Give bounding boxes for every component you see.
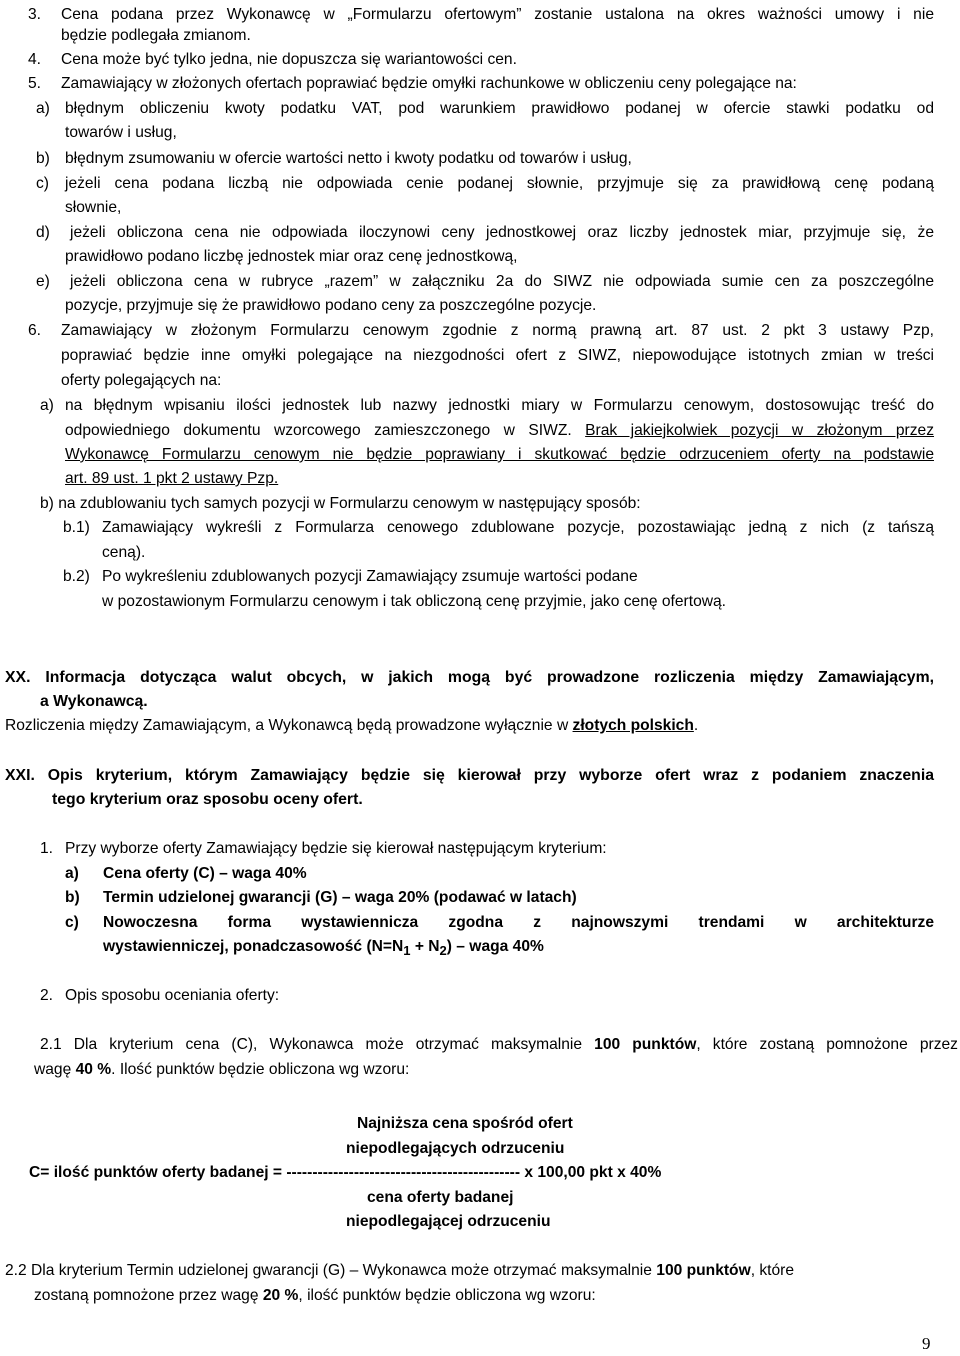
p22-pre: 2.2 Dla kryterium Termin udzielonej gwarancji (G) – Wykonawca może otrzymać maksymalnie <box>5 1262 657 1279</box>
item-6a-underlined-text-2: Wykonawcę Formularzu cenowym nie będzie poprawiany i skutkować będzie odrzuceniem oferty na podstawie <box>65 446 934 463</box>
price-scoring-text-cont <box>34 1060 409 1080</box>
item-5a-letter: a) <box>36 100 50 117</box>
item-6-text-3: oferty polegających na: <box>61 372 222 389</box>
p22-l2-pre: zostaną pomnożone przez wagę <box>34 1287 263 1304</box>
subscript-2: 2 <box>439 943 447 959</box>
price-scoring-text <box>40 1035 958 1055</box>
subscript-1: 1 <box>403 943 411 959</box>
item-6-text: Zamawiający w złożonym Formularzu cenowym zgodnie z normą prawną art. 87 ust. 2 pkt 3 ustawy Pzp, <box>61 322 934 339</box>
p22-l2-post: , ilość punktów będzie obliczona wg wzoru: <box>298 1287 596 1304</box>
section-xx-heading: XX. Informacja dotycząca walut obcych, w jakich mogą być prowadzone rozliczenia między Zamawiającym, <box>5 669 934 686</box>
item-5-number: 5. <box>28 75 42 92</box>
item-6-text-2: poprawiać będzie inne omyłki polegające na niezgodności ofert z SIWZ, niepowodujące istotnych zmian w treści <box>61 347 934 364</box>
item-6a-letter: a) <box>40 397 54 414</box>
p21-l2-pre: wagę <box>34 1061 76 1078</box>
p21-l2-post: . Ilość punktów będzie obliczona wg wzoru: <box>111 1061 410 1078</box>
item-6a-plain-text: odpowiedniego dokumentu wzorcowego zamieszczonego w SIWZ. <box>65 422 586 439</box>
item-6b1-number: b.1) <box>63 519 90 536</box>
p21-post: , które zostaną pomnożone przez <box>696 1036 958 1053</box>
item-5e-letter: e) <box>36 273 50 290</box>
item-3-text: Cena podana przez Wykonawcę w „Formularzu ofertowym” zostanie ustalona na okres ważności umowy i nie <box>61 6 934 23</box>
section-xxi-heading: XXI. Opis kryterium, którym Zamawiający będzie się kierował przy wyborze ofert wraz z podaniem znaczenia <box>5 767 934 784</box>
p22-post: , które <box>750 1262 795 1279</box>
item-5b-letter: b) <box>36 150 50 167</box>
currency-emphasis: złotych polskich <box>572 717 694 734</box>
formula-main-line: C= ilość punktów oferty badanej = --------------------------------------------- x 100,00 pkt x 40% <box>29 1164 662 1181</box>
item-5d-letter: d) <box>36 224 50 241</box>
item-6b1-text: Zamawiający wykreśli z Formularza cenowego zdublowane pozycje, pozostawiając jedną z nich (z tańszą <box>102 519 934 536</box>
criteria-intro-number: 1. <box>40 840 54 857</box>
item-6-number: 6. <box>28 322 42 339</box>
item-6a-text: na błędnym wpisaniu ilości jednostek lub nazwy jednostki miary w Formularzu cenowym, dostosowując treść do <box>65 397 934 414</box>
section-xx-body-text: Rozliczenia między Zamawiającym, a Wykonawcą będą prowadzone wyłącznie w <box>5 717 573 734</box>
item-5e-text-cont: pozycje, przyjmuje się że prawidłowo podano ceny za poszczególne pozycje. <box>65 297 597 314</box>
section-xx-body <box>5 716 698 736</box>
max-points: 100 punktów <box>594 1036 697 1053</box>
item-6b-text: b) na zdublowaniu tych samych pozycji w Formularzu cenowym w następujący sposób: <box>40 495 641 512</box>
criterion-c-mid: + N <box>410 938 440 955</box>
scoring-intro-number: 2. <box>40 987 54 1004</box>
item-6a-underlined-text: Brak jakiejkolwiek pozycji w złożonym przez <box>585 422 935 439</box>
criterion-price: Cena oferty (C) – waga 40% <box>103 865 307 882</box>
item-4-number: 4. <box>28 51 42 68</box>
formula-denominator-line2: niepodlegającej odrzuceniu <box>346 1213 551 1230</box>
item-5e-text: jeżeli obliczona cena w rubryce „razem” w załączniku 2a do SIWZ nie odpowiada sumie cen za poszczególne <box>70 273 934 290</box>
item-3-text-cont: będzie podlegała zmianom. <box>61 27 251 44</box>
item-6b1-text-cont: ceną). <box>102 544 146 561</box>
criterion-exhibition-form: Nowoczesna forma wystawiennicza zgodna z najnowszymi trendami w architekturze <box>103 914 934 931</box>
section-xx-body-end: . <box>693 717 699 734</box>
item-6a-underlined-text-3: art. 89 ust. 1 pkt 2 ustawy Pzp. <box>65 470 279 487</box>
item-4-text: Cena może być tylko jedna, nie dopuszcza się wariantowości cen. <box>61 51 517 68</box>
criterion-c-pre: wystawienniczej, ponadczasowość (N=N <box>103 938 404 955</box>
criteria-intro-text: Przy wyborze oferty Zamawiający będzie się kierował następującym kryterium: <box>65 840 607 857</box>
warranty-max-points: 100 punktów <box>656 1262 751 1279</box>
item-5a-text: błędnym obliczeniu kwoty podatku VAT, pod warunkiem prawidłowo podanej w ofercie stawki podatku od <box>65 100 934 117</box>
item-5-text: Zamawiający w złożonych ofertach poprawiać będzie omyłki rachunkowe w obliczeniu ceny polegające na: <box>61 75 797 92</box>
formula-numerator-line2: niepodlegających odrzuceniu <box>346 1140 565 1157</box>
item-5d-text-cont: prawidłowo podano liczbę jednostek miar oraz cenę jednostkową, <box>65 248 518 265</box>
item-5a-text-cont: towarów i usług, <box>65 124 177 141</box>
p21-pre: 2.1 Dla kryterium cena (C), Wykonawca może otrzymać maksymalnie <box>40 1036 595 1053</box>
item-6a-text-2 <box>65 421 934 441</box>
item-5d-text: jeżeli obliczona cena nie odpowiada iloczynowi ceny jednostkowej oraz liczby jednostek miar, przyjmuje się, że <box>70 224 934 241</box>
item-5b-text: błędnym zsumowaniu w ofercie wartości netto i kwoty podatku od towarów i usług, <box>65 150 632 167</box>
warranty-scoring-text-cont <box>34 1286 596 1306</box>
warranty-weight: 20 % <box>262 1287 299 1304</box>
item-6b2-text: Po wykreśleniu zdublowanych pozycji Zamawiający zsumuje wartości podane <box>102 568 638 585</box>
warranty-scoring-text <box>5 1261 794 1281</box>
criterion-warranty: Termin udzielonej gwarancji (G) – waga 20% (podawać w latach) <box>103 889 577 906</box>
formula-denominator-line1: cena oferty badanej <box>367 1189 514 1206</box>
formula-numerator-line1: Najniższa cena spośród ofert <box>357 1115 573 1132</box>
item-6b2-text-cont: w pozostawionym Formularzu cenowym i tak obliczoną cenę przyjmie, jako cenę ofertową. <box>102 593 727 610</box>
criterion-c-letter: c) <box>65 914 79 931</box>
item-3-number: 3. <box>28 6 42 23</box>
section-xxi-heading-cont: tego kryterium oraz sposobu oceny ofert. <box>52 791 363 808</box>
criterion-b-letter: b) <box>65 889 80 906</box>
item-5c-text-cont: słownie, <box>65 199 122 216</box>
item-6b2-number: b.2) <box>63 568 90 585</box>
scoring-intro-text: Opis sposobu oceniania oferty: <box>65 987 280 1004</box>
price-weight: 40 % <box>75 1061 112 1078</box>
section-xx-heading-cont: a Wykonawcą. <box>40 693 148 710</box>
page-number: 9 <box>922 1334 931 1353</box>
criterion-exhibition-form-cont <box>103 937 544 961</box>
item-5c-letter: c) <box>36 175 49 192</box>
criterion-c-post: ) – waga 40% <box>446 938 544 955</box>
criterion-a-letter: a) <box>65 865 79 882</box>
item-5c-text: jeżeli cena podana liczbą nie odpowiada cenie podanej słownie, przyjmuje się za prawidłową cenę podaną <box>65 175 934 192</box>
